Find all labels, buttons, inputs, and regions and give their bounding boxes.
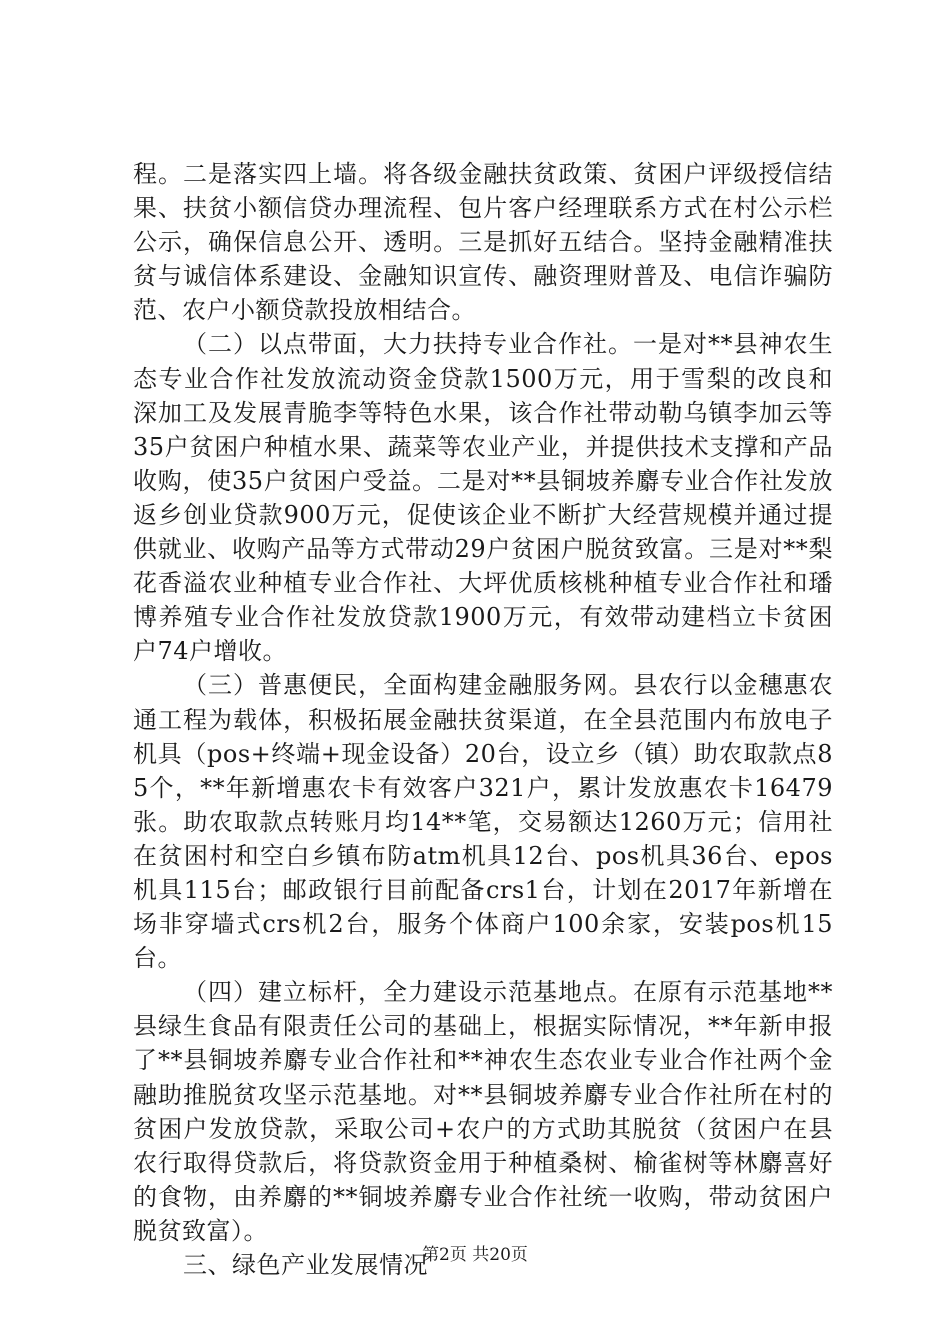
page-footer: 第2页 共20页	[422, 1245, 528, 1265]
paragraph-continuation: 程。二是落实四上墙。将各级金融扶贫政策、贫困户评级授信结果、扶贫小额信贷办理流程、包片客户经理联系方式在村公示栏公示，确保信息公开、透明。三是抓好五结合。坚持金融精准扶贫与诚信体系建设、金融知识宣传、融资理财普及、电信诈骗防范、农户小额贷款投放相结合。	[133, 160, 833, 325]
paragraph-section-3: （三）普惠便民，全面构建金融服务网。县农行以金穗惠农通工程为载体，积极拓展金融扶贫渠道，在全县范围内布放电子机具（pos+终端+现金设备）20台，设立乡（镇）助农取款点85个，**年新增惠农卡有效客户321户，累计发放惠农卡16479张。助农取款点转账月均14**笔，交易额达1260万元；信用社在贫困村和空白乡镇布防atm机具12台、pos机具36台、epos机具115台；邮政银行目前配备crs1台，计划在2017年新增在场非穿墙式crs机2台，服务个体商户100余家，安装pos机15台。	[133, 671, 833, 973]
paragraph-section-4: （四）建立标杆，全力建设示范基地点。在原有示范基地**县绿生食品有限责任公司的基础上，根据实际情况，**年新申报了**县铜坡养麝专业合作社和**神农生态农业专业合作社两个金融助推脱贫攻坚示范基地。对**县铜坡养麝专业合作社所在村的贫困户发放贷款，采取公司+农户的方式助其脱贫（贫困户在县农行取得贷款后，将贷款资金用于种植桑树、榆雀树等林麝喜好的食物，由养麝的**铜坡养麝专业合作社统一收购，带动贫困户脱贫致富）。	[133, 978, 833, 1245]
section-heading: 三、绿色产业发展情况	[183, 1251, 428, 1279]
document-body	[133, 157, 833, 1282]
paragraph-section-2: （二）以点带面，大力扶持专业合作社。一是对**县神农生态专业合作社发放流动资金贷款1500万元，用于雪梨的改良和深加工及发展青脆李等特色水果，该合作社带动勒乌镇李加云等35户贫困户种植水果、蔬菜等农业产业，并提供技术支撑和产品收购，使35户贫困户受益。二是对**县铜坡养麝专业合作社发放返乡创业贷款900万元，促使该企业不断扩大经营规模并通过提供就业、收购产品等方式带动29户贫困户脱贫致富。三是对**梨花香溢农业种植专业合作社、大坪优质核桃种植专业合作社和璠博养殖专业合作社发放贷款1900万元，有效带动建档立卡贫困户74户增收。	[133, 330, 833, 666]
